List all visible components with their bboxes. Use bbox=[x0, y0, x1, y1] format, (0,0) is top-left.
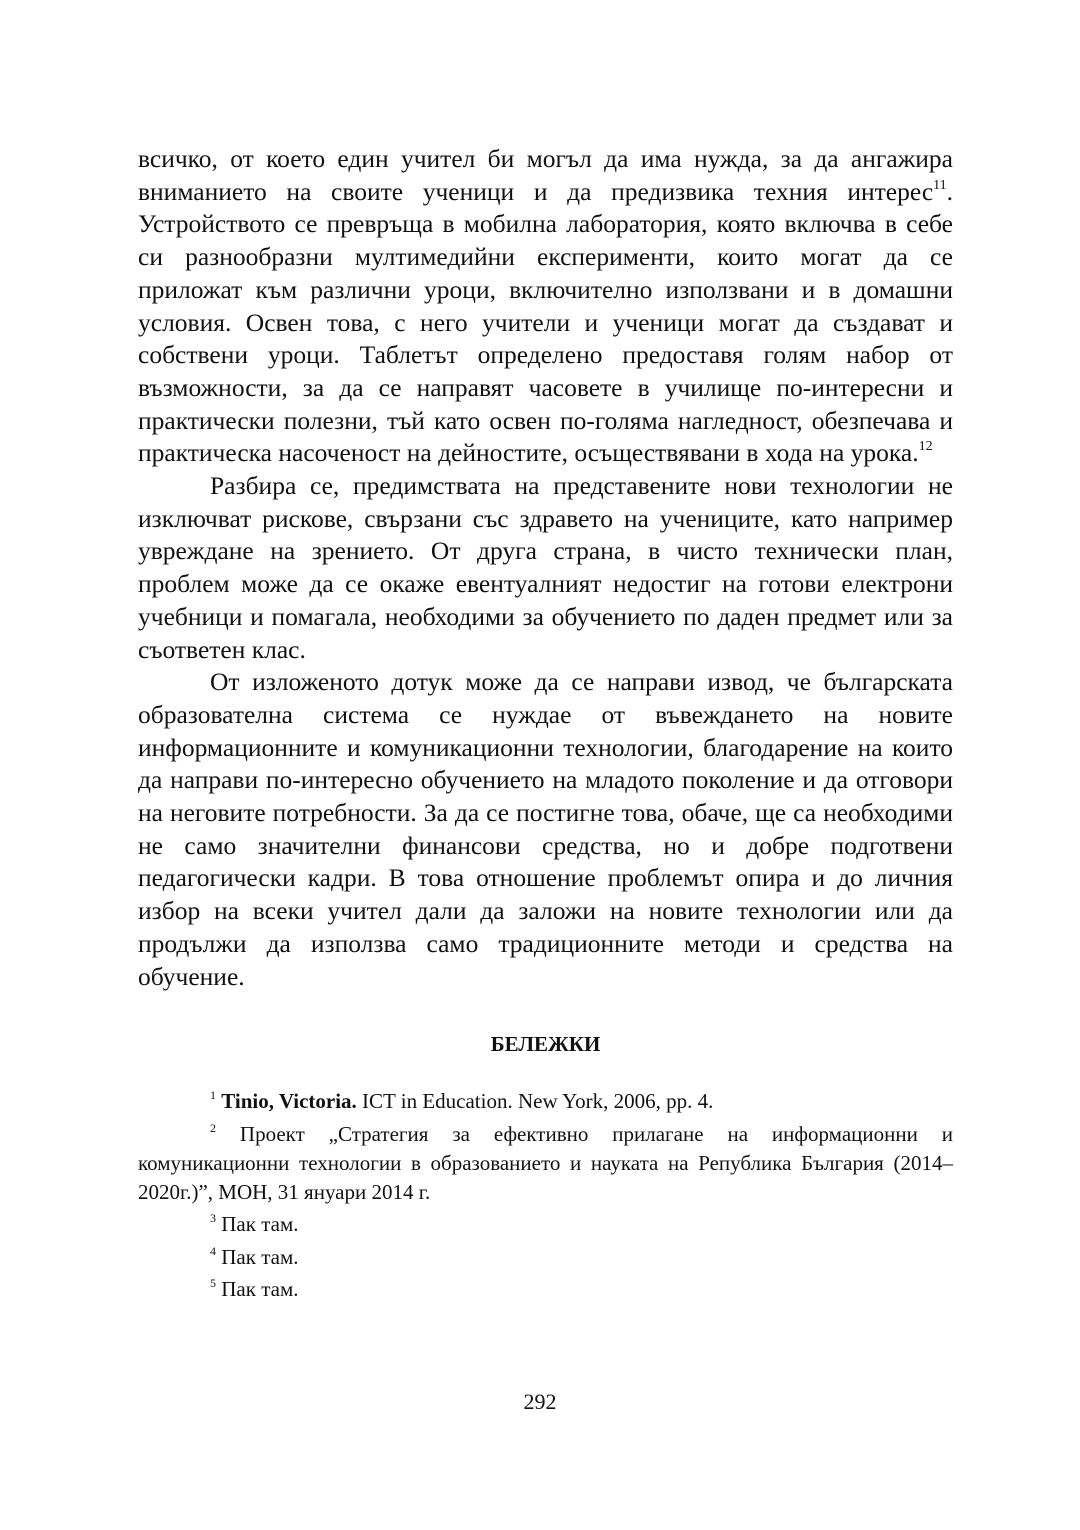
note-text: Пак там. bbox=[216, 1212, 299, 1237]
note-number: 5 bbox=[210, 1276, 216, 1291]
note-number: 4 bbox=[210, 1243, 216, 1258]
note-item bbox=[138, 1275, 953, 1304]
paragraph-text: всичко, от което един учител би могъл да има нужда, за да ангажира вниманието на своите ученици и да предизвика техния интерес bbox=[138, 144, 953, 206]
body-paragraph-1 bbox=[138, 143, 953, 470]
notes-heading: БЕЛЕЖКИ bbox=[490, 1032, 601, 1057]
paragraph-text: . Устройството се превръща в мобилна лаборатория, която включва в себе си разнообразни мултимедийни експерименти, които могат да се приложат към различни уроци, включително използвани и в домашни условия. Освен това, с него учители и ученици могат да създават и собствени уроци. Таблетът определено предоставя голям набор от възможности, за да се направят часовете в училище по-интересни и практически полезни, тъй като освен по-голяма нагледност, обезпечава и практическа насоченост на дейностите, осъществявани в хода на урока. bbox=[138, 176, 953, 468]
footnote-ref-11: 11 bbox=[933, 177, 947, 193]
note-text: Пак там. bbox=[216, 1244, 299, 1269]
page-body bbox=[138, 143, 953, 1304]
notes-list bbox=[138, 1087, 953, 1304]
note-item bbox=[138, 1120, 953, 1208]
note-item bbox=[138, 1243, 953, 1272]
note-text: Проект „Стратегия за ефективно прилагане на информационни и комуникационни технологии в образованието и науката на Република България (2014–2020г.)”, МОН, 31 януари 2014 г. bbox=[138, 1121, 953, 1205]
footnote-ref-12: 12 bbox=[918, 439, 933, 455]
note-text: ICT in Education. New York, 2006, pp. 4. bbox=[356, 1089, 714, 1114]
page-number: 292 bbox=[523, 1389, 557, 1414]
note-number: 3 bbox=[210, 1211, 216, 1226]
note-number: 1 bbox=[210, 1088, 216, 1103]
note-item bbox=[138, 1210, 953, 1239]
note-item bbox=[138, 1087, 953, 1116]
note-number: 2 bbox=[210, 1120, 216, 1135]
note-text: Пак там. bbox=[216, 1277, 299, 1302]
note-author: Tinio, Victoria. bbox=[221, 1089, 357, 1114]
body-paragraph-3: От изложеното дотук може да се направи извод, че българската образователна система се нуждае от въвеждането на новите информационните и комуникационни технологии, благодарение на които да направи по-интересно обучението на младото поколение и да отговори на неговите потребности. За да се постигне това, обаче, ще са необходими не само значителни финансови средства, но и добре подготвени педагогически кадри. В това отношение проблемът опира и до личния избор на всеки учител дали да заложи на новите технологии или да продължи да използва само традиционните методи и средства на обучение. bbox=[138, 667, 953, 991]
body-paragraph-2: Разбира се, предимствата на представените нови технологии не изключват рискове, свързани със здравето на учениците, като например увреждане на зрението. От друга страна, в чисто технически план, проблем може да се окаже евентуалният недостиг на готови електрони учебници и помагала, необходими за обучението по даден предмет или за съответен клас. bbox=[138, 471, 953, 664]
